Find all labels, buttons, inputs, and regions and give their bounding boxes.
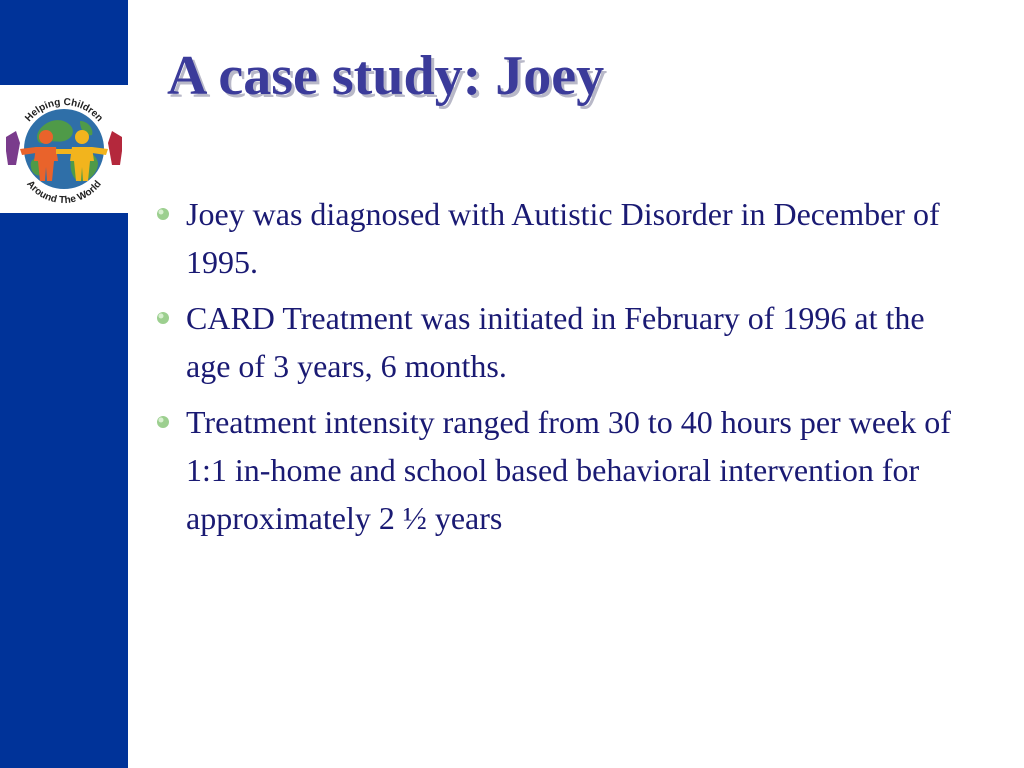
child-head bbox=[75, 130, 89, 144]
bullet-list bbox=[152, 190, 962, 550]
bullet-item bbox=[152, 190, 962, 286]
logo-text-top: Helping Children bbox=[23, 96, 105, 124]
bullet-dot-icon bbox=[155, 310, 171, 326]
bullet-text: Joey was diagnosed with Autistic Disorder in December of 1995. bbox=[186, 196, 940, 280]
bullet-dot-icon bbox=[155, 206, 171, 222]
bullet-item bbox=[152, 294, 962, 390]
child-figure-right bbox=[108, 131, 122, 165]
globe-children-icon bbox=[0, 85, 128, 213]
child-figure-left bbox=[6, 131, 20, 165]
child-head bbox=[39, 130, 53, 144]
logo bbox=[0, 85, 128, 213]
bullet-text: Treatment intensity ranged from 30 to 40 hours per week of 1:1 in-home and school based behavioral intervention for approximately 2 ½ years bbox=[186, 404, 951, 536]
bullet-dot-icon bbox=[155, 414, 171, 430]
bullet-text: CARD Treatment was initiated in February of 1996 at the age of 3 years, 6 months. bbox=[186, 300, 925, 384]
joined-hands bbox=[56, 149, 72, 154]
bullet-item bbox=[152, 398, 962, 542]
logo-text-bottom: Around The World bbox=[24, 178, 104, 207]
slide-title: A case study: Joey bbox=[167, 45, 605, 107]
